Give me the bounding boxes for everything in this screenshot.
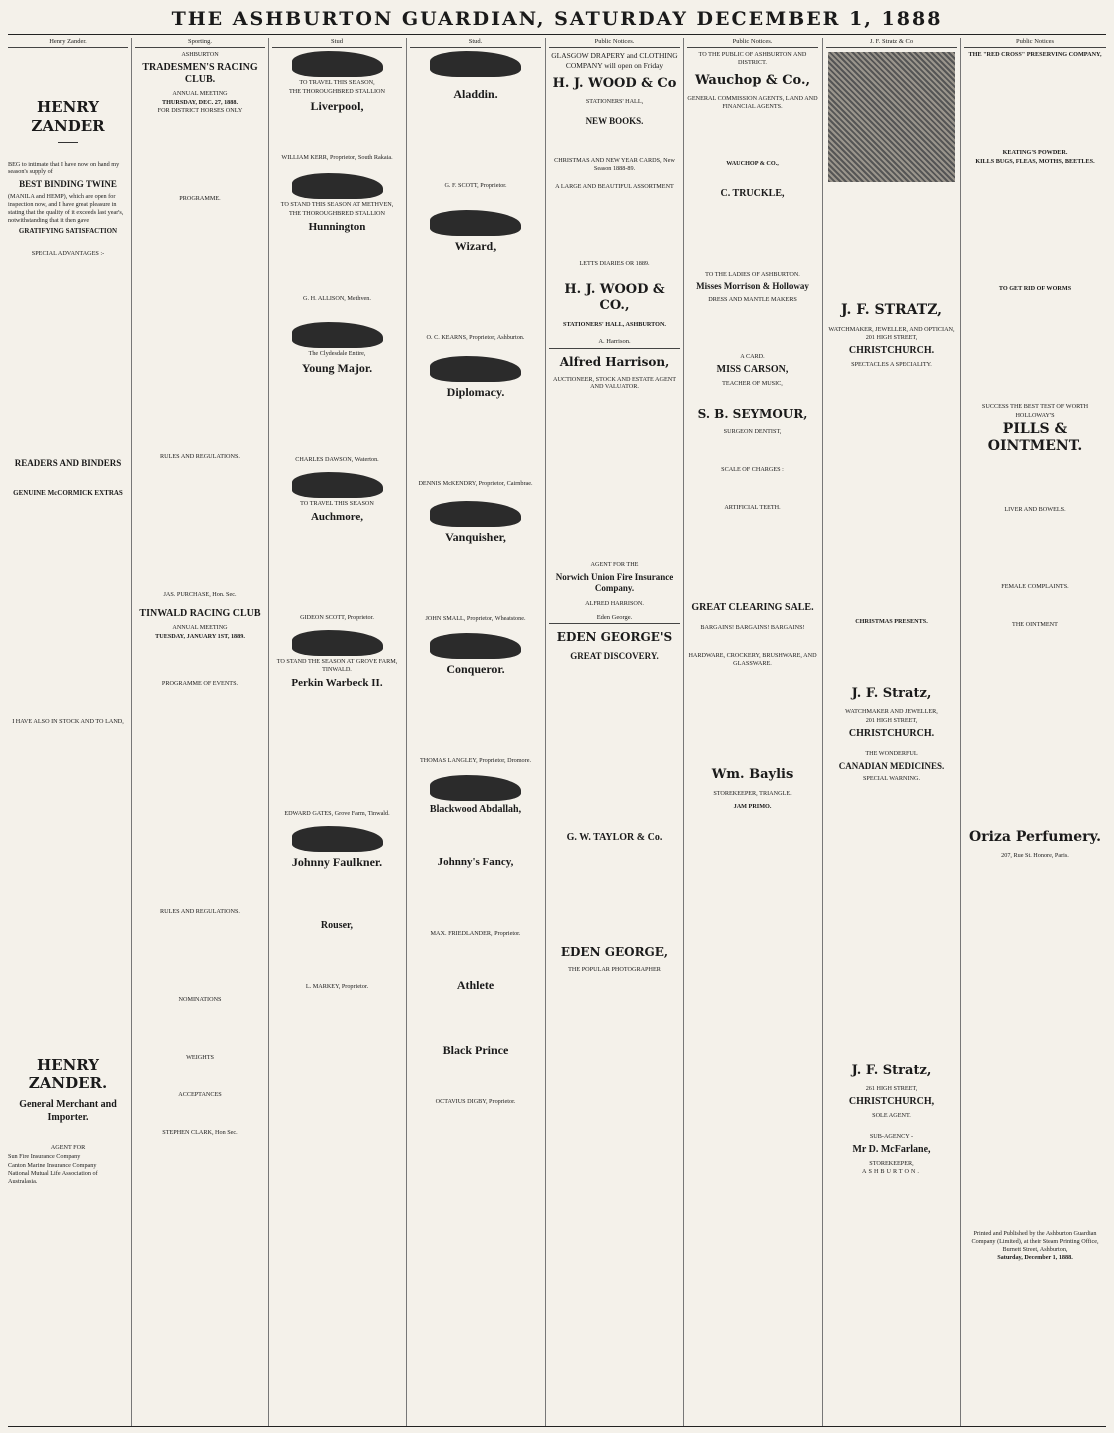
ad-signature: GIDEON SCOTT, Proprietor. (300, 614, 374, 622)
column-stud-1 (272, 38, 402, 1426)
article-heading: JAM PRIMO. (733, 803, 772, 811)
column-divider (960, 38, 961, 1426)
section-label: A. Harrison. (549, 338, 680, 348)
ad-signature: G. F. SCOTT, Proprietor. (444, 182, 507, 190)
ad-text: SURGEON DENTIST, (723, 428, 782, 436)
ad-text: THE WONDERFUL (865, 750, 918, 758)
horse-name: Johnny's Fancy, (437, 856, 514, 869)
column-divider (131, 38, 132, 1426)
ad-headline: H. J. WOOD & Co (552, 75, 677, 91)
ad-headline: HENRY ZANDER (31, 98, 105, 135)
ad-subhead: ACCEPTANCES (178, 1091, 222, 1099)
ad-subhead: BARGAINS! BARGAINS! BARGAINS! (700, 624, 805, 632)
imprint: Printed and Published by the Ashburton Guardian Company (Limited), at their Steam Printing Office, Burnett Street, Ashburton, (971, 1230, 1099, 1253)
ad-subhead: NOMINATIONS (178, 995, 222, 1003)
ad-signature: JAS. PURCHASE, Hon. Sec. (163, 590, 237, 598)
column-stud-2 (410, 38, 541, 1426)
masthead (0, 0, 1114, 36)
horse-name: Conqueror. (446, 662, 505, 677)
ad-text: FOR DISTRICT HORSES ONLY (157, 107, 243, 115)
ad-subhead: SCALE OF CHARGES : (721, 466, 784, 474)
ad-headline: Wm. Baylis (711, 767, 794, 783)
column-header: Stud. (410, 38, 541, 48)
ad-text: TO STAND THIS SEASON AT METHVEN, (280, 201, 394, 209)
ad-text: STATIONERS' HALL, (585, 98, 644, 106)
ad-headline: EDEN GEORGE, (560, 944, 669, 959)
masthead-rule (8, 34, 1106, 35)
ad-text: THE THOROUGHBRED STALLION (289, 210, 385, 218)
horse-name: Black Prince (442, 1042, 509, 1057)
ad-signature: WILLIAM KERR, Proprietor, South Rakaia. (281, 153, 393, 161)
ad-signature: L. MARKEY, Proprietor. (305, 982, 369, 990)
ad-text: TO THE LADIES OF ASHBURTON. (705, 270, 800, 278)
ad-text: The Clydesdale Entire, (308, 350, 366, 358)
ad-headline: GLASGOW DRAPERY and CLOTHING COMPANY will open on Friday (551, 51, 678, 70)
horse-name: Johnny Faulkner. (291, 855, 383, 870)
column-header: Public Notices. (549, 38, 680, 48)
ad-text: STOREKEEPER, TRIANGLE. (713, 789, 792, 797)
ad-text: TO THE PUBLIC OF ASHBURTON AND DISTRICT. (698, 51, 807, 66)
ad-headline: H. J. WOOD & CO., (564, 282, 665, 314)
horse-name: Wizard, (454, 238, 497, 253)
ad-subhead: A CARD. (740, 353, 765, 361)
ad-text: ANNUAL MEETING (172, 89, 228, 97)
ad-text: WATCHMAKER, JEWELLER, AND OPTICIAN, (828, 325, 955, 333)
ad-headline: S. B. SEYMOUR, (697, 407, 808, 422)
ad-text: (MANILA and HEMP), which are open for inspection now, and I have great pleasure in stating that the quality of it exceeds last year's, notwithstanding that it then gave (8, 193, 124, 224)
ad-text: 207, Rue St. Honore, Paris. (1001, 852, 1069, 860)
column-public-notices-2 (687, 38, 818, 1426)
ad-text: THE POPULAR PHOTOGRAPHER (568, 965, 661, 973)
ad-signature: G. H. ALLISON, Methven. (303, 294, 371, 302)
column-header: Henry Zander. (8, 38, 128, 48)
column-header: Public Notices. (687, 38, 818, 48)
ad-text: 201 HIGH STREET, (865, 334, 918, 342)
ad-text: WATCHMAKER AND JEWELLER, (845, 708, 938, 716)
ad-subhead: KILLS BUGS, FLEAS, MOTHS, BEETLES. (975, 157, 1095, 165)
ad-subhead: GENUINE McCORMICK EXTRAS (13, 489, 123, 498)
ad-date: TUESDAY, JANUARY 1ST, 1889. (155, 632, 245, 640)
ad-text: ANNUAL MEETING (172, 623, 228, 631)
ad-headline: G. W. TAYLOR & Co. (566, 832, 663, 844)
ad-text: TEACHER OF MUSIC, (722, 379, 783, 387)
ad-text: HARDWARE, CROCKERY, BRUSHWARE, AND GLASSWARE. (688, 651, 817, 667)
ad-text: SOLE AGENT. (872, 1111, 911, 1119)
ad-text: TO TRAVEL THIS SEASON (300, 499, 374, 507)
ad-headline: C. TRUCKLE, (720, 188, 785, 200)
horse-illustration (430, 775, 522, 801)
ad-subhead: General Merchant and Importer. (19, 1099, 117, 1123)
column-henry-zander (8, 38, 128, 1426)
ad-text: GENERAL COMMISSION AGENTS, LAND AND FINANCIAL AGENTS. (687, 94, 818, 110)
column-stratz (826, 38, 957, 1426)
ad-headline: CHRISTCHURCH. (848, 345, 935, 357)
ad-text: National Mutual Life Association of Australasia. (8, 1170, 98, 1186)
ad-subhead: SUCCESS THE BEST TEST OF WORTH (981, 403, 1089, 411)
ad-subhead: GREAT DISCOVERY. (570, 651, 659, 662)
ad-subhead: RULES AND REGULATIONS. (160, 452, 240, 460)
horse-name: Blackwood Abdallah, (429, 803, 522, 815)
ad-headline: HENRY ZANDER. (28, 1055, 108, 1093)
ad-subhead: FEMALE COMPLAINTS. (1001, 583, 1069, 591)
ad-headline: THE "RED CROSS" PRESERVING COMPANY, (968, 51, 1102, 59)
horse-illustration (292, 630, 383, 656)
ad-subhead: WEIGHTS (186, 1053, 214, 1061)
ad-text: THE THOROUGHBRED STALLION (289, 87, 385, 95)
ad-text: DRESS AND MANTLE MAKERS (708, 295, 797, 303)
ad-text: BEG to intimate that I have now on hand my season's supply of (8, 160, 120, 176)
ad-signature: ALFRED HARRISON. (585, 600, 644, 608)
ad-text: AGENT FOR THE (590, 561, 639, 568)
newspaper-title: THE ASHBURTON GUARDIAN, SATURDAY DECEMBER 1, 1888 (171, 8, 943, 30)
ad-text: 261 HIGH STREET, (865, 1085, 918, 1093)
column-header: Sporting. (135, 38, 265, 48)
horse-illustration (430, 51, 522, 77)
horse-illustration (292, 51, 383, 77)
ad-subhead: SPECIAL WARNING. (862, 775, 921, 783)
horse-name: Hunnington (308, 220, 366, 233)
ad-signature: STEPHEN CLARK, Hon Sec. (162, 1129, 238, 1137)
ad-headline: TO GET RID OF WORMS (998, 285, 1072, 293)
ad-subhead: RULES AND REGULATIONS. (160, 908, 240, 916)
ad-text: ASHBURTON (181, 51, 219, 59)
ad-headline: Oriza Perfumery. (969, 828, 1101, 845)
ad-headline: CHRISTCHURCH. (848, 727, 935, 739)
column-public-notices-1 (549, 38, 680, 1426)
ad-subhead: LIVER AND BOWELS. (1004, 505, 1066, 513)
ad-headline: Norwich Union Fire Insurance Company. (555, 571, 674, 593)
column-divider (822, 38, 823, 1426)
ad-headline: MISS CARSON, (716, 364, 789, 376)
ad-signature: O. C. KEARNS, Proprietor, Ashburton. (426, 333, 525, 341)
ad-subhead: THE OINTMENT (1012, 621, 1058, 629)
column-divider (683, 38, 684, 1426)
horse-name: Perkin Warbeck II. (291, 676, 383, 689)
ad-signature: JOHN SMALL, Proprietor, Wheatstone. (425, 615, 526, 623)
ad-text: 201 HIGH STREET, (865, 717, 918, 725)
ad-subhead: PROGRAMME OF EVENTS. (161, 680, 239, 688)
horse-name: Auchmore, (310, 510, 364, 523)
ad-headline: GREAT CLEARING SALE. (691, 601, 814, 613)
horse-illustration (430, 210, 522, 236)
ad-subhead: PROGRAMME. (179, 195, 221, 203)
horse-name: Young Major. (301, 361, 373, 376)
ad-headline: J. F. STRATZ, (840, 302, 943, 319)
ad-date: THURSDAY, DEC. 27, 1888. (161, 98, 239, 106)
column-header: J. F. Stratz & Co (826, 38, 957, 48)
ad-headline: TINWALD RACING CLUB (139, 608, 261, 620)
ad-headline: Alfred Harrison, (559, 354, 670, 369)
ad-subhead: SPECIAL ADVANTAGES :- (31, 250, 105, 258)
horse-name: Aladdin. (453, 87, 498, 102)
imprint-date: Saturday, December 1, 1888. (997, 1254, 1073, 1262)
ad-headline: CHRISTCHURCH, (848, 1096, 935, 1108)
column-divider (545, 38, 546, 1426)
horse-name: Liverpool, (310, 98, 364, 113)
ad-signature: WAUCHOP & CO., (726, 160, 779, 168)
column-public-notices-3 (964, 38, 1106, 1426)
ad-text: SUB-AGENCY - (869, 1133, 914, 1141)
ad-headline: KEATING'S POWDER. (1002, 148, 1068, 156)
ad-signature: EDWARD GATES, Grove Farm, Tinwald. (284, 810, 390, 818)
ad-signature: THOMAS LANGLEY, Proprietor, Dromore. (420, 757, 531, 765)
column-header: Public Notices (964, 38, 1106, 48)
ad-subhead: NEW BOOKS. (585, 115, 644, 126)
ad-subhead: SPECTACLES A SPECIALITY. (851, 360, 932, 368)
horse-illustration (430, 356, 522, 382)
footer-rule (8, 1426, 1106, 1427)
ad-subhead: READERS AND BINDERS (14, 457, 122, 468)
ad-subhead: ARTIFICIAL TEETH. (724, 503, 781, 511)
horse-name: Athlete (456, 977, 495, 992)
ad-text: HOLLOWAY'S (1015, 411, 1055, 419)
horse-illustration (292, 472, 383, 498)
ad-signature: CHARLES DAWSON, Waterton. (295, 456, 379, 464)
column-header: Stud (272, 38, 402, 48)
horse-illustration (292, 173, 383, 199)
ad-headline: TRADESMEN'S RACING CLUB. (142, 61, 258, 86)
ad-subhead: I HAVE ALSO IN STOCK AND TO LAND, (12, 717, 124, 725)
column-divider (406, 38, 407, 1426)
column-sporting (135, 38, 265, 1426)
ad-subhead: CHRISTMAS AND NEW YEAR CARDS, New Season 1888-89. (554, 157, 675, 172)
horse-illustration (292, 826, 383, 852)
horse-illustration (430, 501, 522, 527)
ad-text: AUCTIONEER, STOCK AND ESTATE AGENT AND VALUATOR. (553, 375, 676, 391)
ad-headline: J. F. Stratz, (851, 686, 932, 702)
column-divider (268, 38, 269, 1426)
ad-headline: J. F. Stratz, (851, 1063, 932, 1079)
ad-headline: EDEN GEORGE'S (556, 630, 673, 645)
ad-headline: Misses Morrison & Holloway (696, 281, 809, 292)
horse-illustration (430, 633, 522, 659)
ad-headline: PILLS & OINTMENT. (987, 420, 1083, 455)
ad-subhead: BEST BINDING TWINE (19, 179, 117, 190)
ad-signature: DENNIS McKENDRY, Proprietor, Cairnbrae. (418, 479, 533, 487)
ad-text: Sun Fire Insurance Company (8, 1152, 81, 1160)
ad-text: STATIONERS' HALL, ASHBURTON. (563, 320, 666, 328)
ad-subhead: GRATIFYING SATISFACTION (18, 227, 118, 236)
clock-shop-illustration (828, 52, 955, 182)
ad-subhead: A LARGE AND BEAUTIFUL ASSORTMENT (555, 182, 674, 190)
ad-text: ASHBURTON. (862, 1168, 921, 1176)
ad-text: STOREKEEPER, (869, 1159, 914, 1167)
ad-subhead: LETTS DIARIES OR 1889. (579, 260, 650, 268)
ad-text: TO STAND THE SEASON AT GROVE FARM, TINWALD. (276, 658, 398, 673)
ad-signature: MAX. FRIEDLANDER, Proprietor. (430, 930, 521, 938)
ad-headline: Mr D. McFarlane, (852, 1144, 931, 1156)
horse-name: Rouser, (320, 920, 354, 932)
horse-name: Diplomacy. (446, 384, 505, 399)
ad-headline: CANADIAN MEDICINES. (838, 761, 945, 772)
section-label: Eden George. (549, 614, 680, 624)
horse-illustration (292, 322, 383, 348)
ad-subhead: CHRISTMAS PRESENTS. (855, 618, 928, 626)
ad-text: TO TRAVEL THIS SEASON, (299, 79, 375, 87)
ad-text: AGENT FOR (50, 1144, 86, 1152)
ad-headline: Wauchop & Co., (694, 72, 811, 88)
horse-name: Vanquisher, (445, 530, 506, 545)
ad-text: Canton Marine Insurance Company (8, 1161, 97, 1169)
ad-signature: OCTAVIUS DIGBY, Proprietor. (435, 1097, 516, 1105)
